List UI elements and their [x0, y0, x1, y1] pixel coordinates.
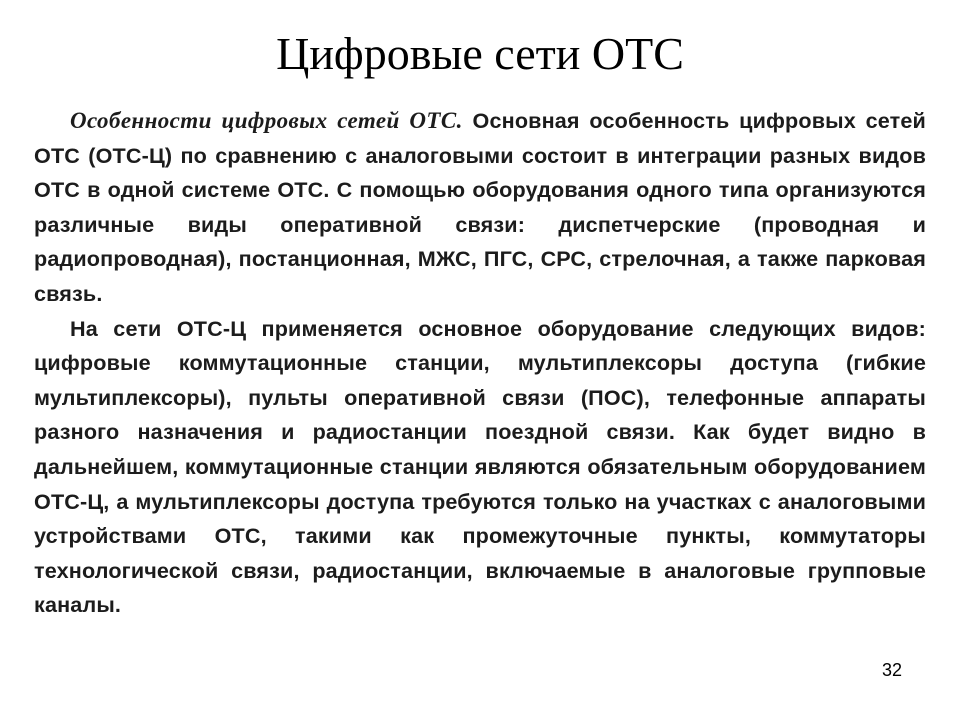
paragraph-1-lead: Особенности цифровых сетей ОТС. [70, 108, 463, 133]
paragraph-1-text: Основная особенность цифровых сетей ОТС (ОТС-Ц) по сравнению с аналоговыми состоит в интеграции разных видов ОТС в одной системе ОТС. С помощью оборудования одного типа организуются различные виды оперативной связи: диспетчерские (проводная и радиопроводная), постанционная, МЖС, ПГС, СРС, стрелочная, а также парковая связь. [34, 108, 926, 306]
paragraph-2 [34, 312, 926, 623]
paragraph-2-text: На сети ОТС-Ц применяется основное оборудование следующих видов: цифровые коммутационные станции, мультиплексоры доступа (гибкие мультиплексоры), пульты оперативной связи (ПОС), телефонные аппараты разного назначения и радиостанции поездной связи. Как будет видно в дальнейшем, коммутационные станции являются обязательным оборудованием ОТС-Ц, а мультиплексоры доступа требуются только на участках с аналоговыми устройствами ОТС, такими как промежуточные пункты, коммутаторы технологической связи, радиостанции, включаемые в аналоговые групповые каналы. [34, 315, 926, 618]
slide-title: Цифровые сети ОТС [276, 28, 684, 79]
paragraph-1 [34, 104, 926, 312]
page-number: 32 [881, 660, 902, 680]
slide-body-text [34, 104, 926, 623]
